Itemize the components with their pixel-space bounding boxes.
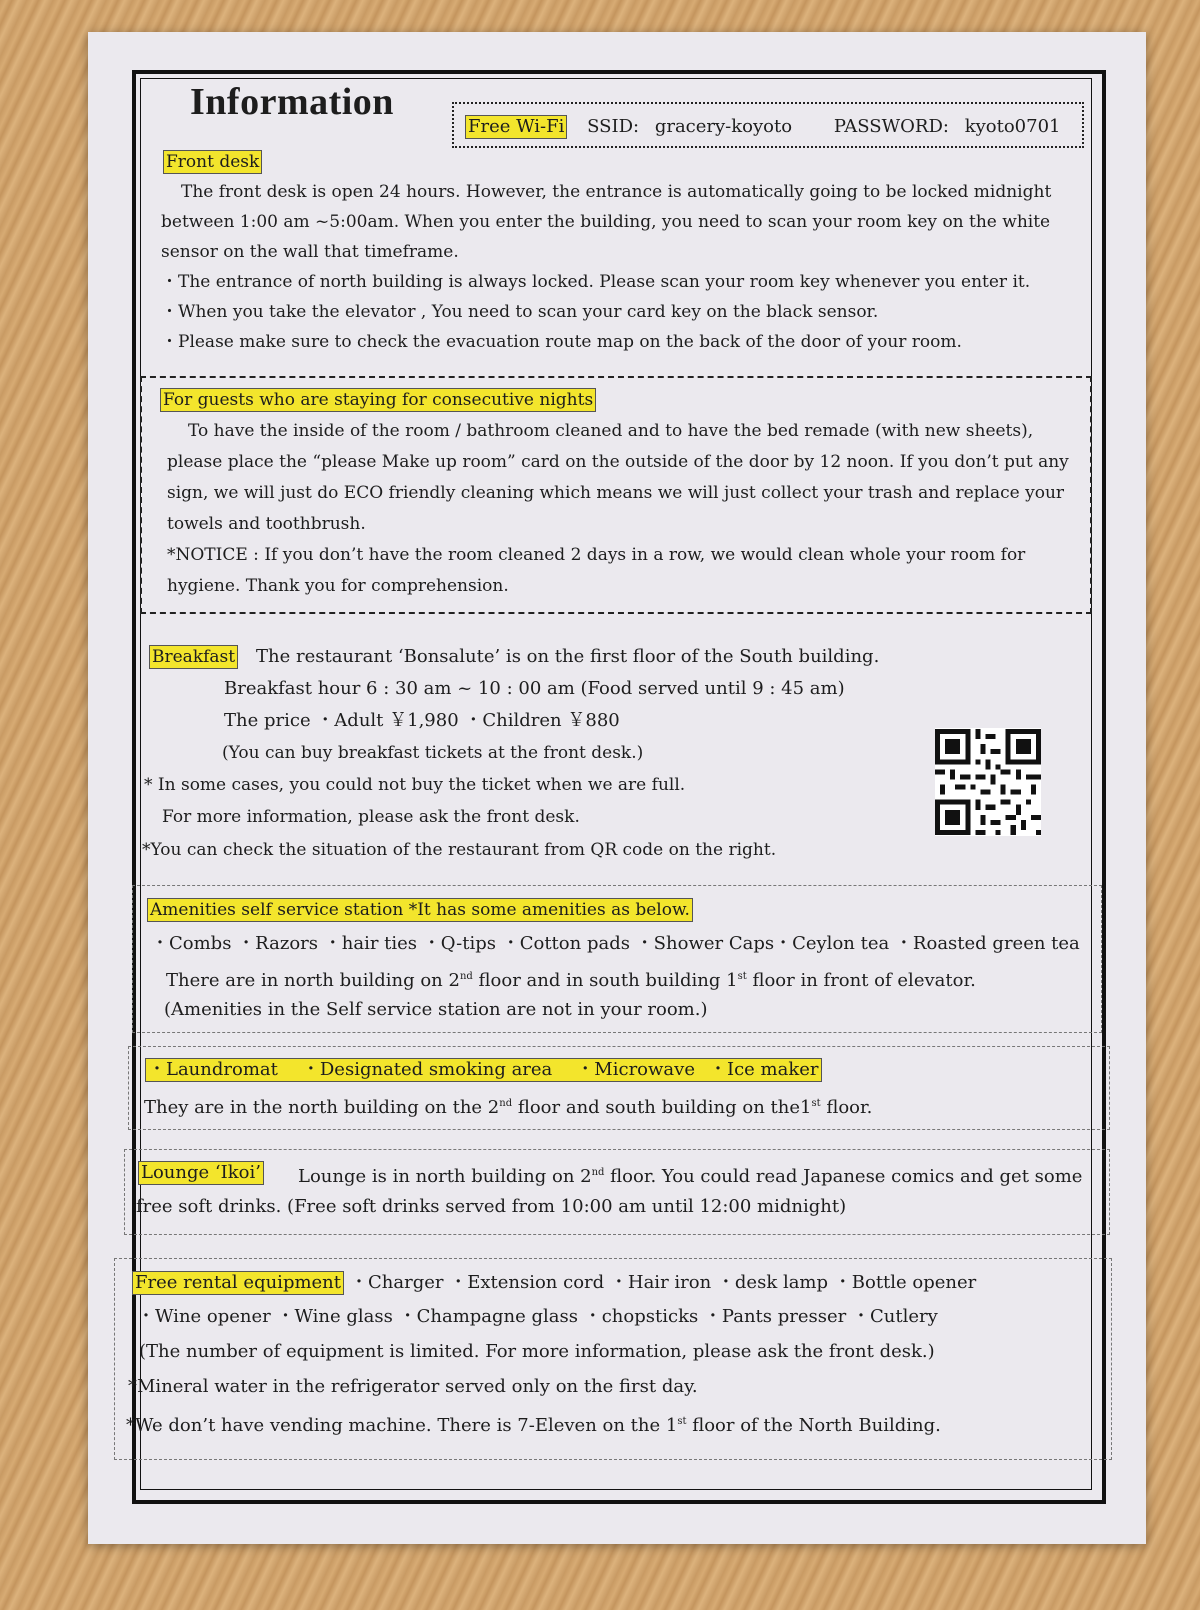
lounge-box xyxy=(124,1149,1110,1235)
consecutive-line-3: sign, we will just do ECO friendly cleaning which means we will just collect your trash and replace your xyxy=(167,483,1065,503)
front-desk-label: Front desk xyxy=(163,150,262,174)
consecutive-line-4: towels and toothbrush. xyxy=(167,514,366,534)
facilities-sup-1: nd xyxy=(499,1098,513,1109)
notice-line-2: hygiene. Thank you for comprehension. xyxy=(167,576,509,596)
page-title: Information xyxy=(190,81,394,123)
amenities-loc-b: floor and in south building 1 xyxy=(472,970,738,991)
wifi-row xyxy=(465,115,1060,139)
wifi-label: Free Wi-Fi xyxy=(465,115,567,139)
facilities-location xyxy=(144,1094,872,1118)
lounge-heading xyxy=(138,1161,264,1185)
breakfast-tickets: (You can buy breakfast tickets at the front desk.) xyxy=(222,743,644,763)
front-desk-bullet-3: ・Please make sure to check the evacuation route map on the back of the door of your room. xyxy=(161,332,962,352)
ssid-value: gracery-koyoto xyxy=(654,116,793,137)
front-desk-line-2: between 1:00 am ~5:00am. When you enter the building, you need to scan your room key on the white xyxy=(161,212,1051,232)
lounge-line-1 xyxy=(298,1163,1082,1187)
rental-label: Free rental equipment xyxy=(132,1271,344,1295)
password-label: PASSWORD: xyxy=(833,116,949,137)
amenities-items: ・Combs ・Razors ・hair ties ・Q-tips ・Cotton pads ・Shower Caps・Ceylon tea ・Roasted green tea xyxy=(151,933,1080,954)
rental-items-2: ・Wine opener ・Wine glass ・Champagne glass ・chopsticks ・Pants presser ・Cutlery xyxy=(137,1306,938,1327)
ssid-label: SSID: xyxy=(587,116,640,137)
facilities-loc-b: floor and south building on the1 xyxy=(512,1097,812,1118)
facilities-items xyxy=(145,1058,822,1082)
breakfast-note-2: For more information, please ask the front desk. xyxy=(162,807,580,827)
amenities-sup-1: nd xyxy=(459,971,473,982)
mineral-water-note: *Mineral water in the refrigerator served only on the first day. xyxy=(128,1376,698,1397)
front-desk-line-1: The front desk is open 24 hours. However, the entrance is automatically going to be locked midnight xyxy=(181,182,1052,202)
facility-microwave: ・Microwave xyxy=(576,1059,695,1080)
amenities-label: Amenities self service station *It has some amenities as below. xyxy=(147,898,693,922)
front-desk-heading xyxy=(163,150,262,174)
breakfast-note-1: * In some cases, you could not buy the ticket when we are full. xyxy=(144,775,686,795)
facility-laundromat: ・Laundromat xyxy=(148,1059,278,1080)
facilities-loc-c: floor. xyxy=(820,1097,873,1118)
lounge-label: Lounge ‘Ikoi’ xyxy=(138,1161,264,1185)
facilities-loc-a: They are in the north building on the 2 xyxy=(144,1097,500,1118)
qr-code-icon[interactable] xyxy=(935,728,1041,836)
breakfast-label: Breakfast xyxy=(149,645,238,669)
amenities-sup-2: st xyxy=(737,971,747,982)
consecutive-label: For guests who are staying for consecutive nights xyxy=(160,388,596,412)
vending-sup: st xyxy=(677,1416,687,1427)
lounge-line-2: free soft drinks. (Free soft drinks served from 10:00 am until 12:00 midnight) xyxy=(136,1196,847,1217)
breakfast-heading xyxy=(149,645,238,669)
consecutive-line-2: please place the “please Make up room” card on the outside of the door by 12 noon. If you don’t put any xyxy=(167,452,1069,472)
lounge-sup: nd xyxy=(591,1167,605,1178)
vending-a: *We don’t have vending machine. There is 7-Eleven on the 1 xyxy=(126,1415,678,1436)
lounge-line-1-a: Lounge is in north building on 2 xyxy=(298,1166,592,1187)
facilities-highlight xyxy=(145,1058,822,1082)
front-desk-bullet-2: ・When you take the elevator , You need to scan your card key on the black sensor. xyxy=(161,302,879,322)
amenities-location xyxy=(166,967,976,991)
facility-ice-maker: ・Ice maker xyxy=(708,1059,819,1080)
notice-line: *NOTICE : If you don’t have the room cleaned 2 days in a row, we would clean whole your room for xyxy=(167,545,1026,565)
front-desk-line-3: sensor on the wall that timeframe. xyxy=(161,242,459,262)
breakfast-hours: Breakfast hour 6 : 30 am ~ 10 : 00 am (Food served until 9 : 45 am) xyxy=(224,678,845,699)
facility-smoking-area: ・Designated smoking area xyxy=(301,1059,553,1080)
facilities-sup-2: st xyxy=(811,1098,821,1109)
amenities-loc-a: There are in north building on 2 xyxy=(166,970,460,991)
rental-items-1: ・Charger ・Extension cord ・Hair iron ・desk lamp ・Bottle opener xyxy=(350,1272,977,1293)
breakfast-intro: The restaurant ‘Bonsalute’ is on the first floor of the South building. xyxy=(256,646,880,667)
amenities-heading xyxy=(147,898,693,922)
vending-b: floor of the North Building. xyxy=(686,1415,941,1436)
front-desk-bullet-1: ・The entrance of north building is always locked. Please scan your room key whenever you enter it. xyxy=(161,272,1031,292)
consecutive-heading xyxy=(160,388,596,412)
vending-note xyxy=(126,1412,941,1436)
amenities-loc-c: floor in front of elevator. xyxy=(746,970,976,991)
password-value: kyoto0701 xyxy=(964,116,1061,137)
rental-note: (The number of equipment is limited. For more information, please ask the front desk.) xyxy=(139,1341,935,1362)
breakfast-price: The price ・Adult ￥1,980 ・Children ￥880 xyxy=(224,710,620,731)
rental-heading xyxy=(132,1271,344,1295)
lounge-line-1-b: floor. You could read Japanese comics and get some xyxy=(604,1166,1083,1187)
consecutive-line-1: To have the inside of the room / bathroom cleaned and to have the bed remade (with new sheets), xyxy=(188,421,1034,441)
breakfast-note-3: *You can check the situation of the restaurant from QR code on the right. xyxy=(142,840,777,860)
amenities-note: (Amenities in the Self service station are not in your room.) xyxy=(164,999,708,1020)
